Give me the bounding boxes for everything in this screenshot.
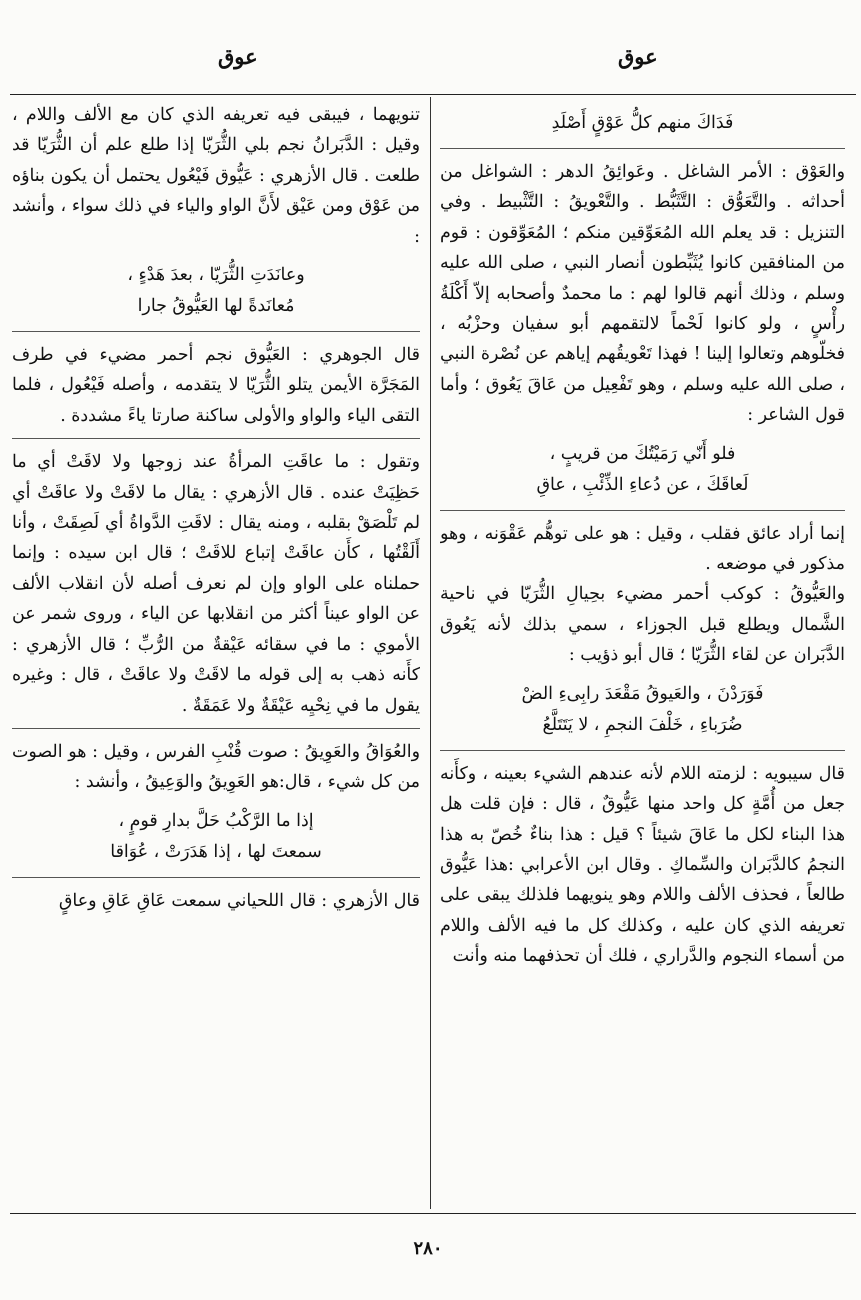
separator bbox=[440, 148, 845, 149]
verse-line: لَعاقَكَ ، عن دُعاءِ الذِّئْبِ ، عاقِ bbox=[536, 474, 749, 495]
separator bbox=[12, 438, 420, 439]
separator bbox=[12, 728, 420, 729]
paragraph: والعَوْق : الأمر الشاغل . وعَوائِقُ الدهر : الشواغل من أحداثه . والتَّعَوُّق : التَّثَبُّط . والتَّعْويقُ : التَّثْبيط . وفي التنزيل : قد يعلم الله المُعَوِّقين منكم ؛ المُعَوِّقون : قوم من المنافقين كانوا يُثَبِّطون أنصار النبي ، صلى الله عليه وسلم ، وذلك أنهم قالوا لهم : ما محمدٌ وأصحابه إلاّ أَكْلَةُ رأْسٍ ، ولو كانوا لَحْماً لالتقمهم أبو سفيان وحزْبُه ، فخلّوهم وتعالوا إلينا ! فهذا تَعْويقُهم إياهم عن نُصْرة النبي ، صلى الله عليه وسلم ، وهو تَفْعِيل من عَاقَ يَعُوق ؛ وأما قول الشاعر : bbox=[440, 162, 845, 426]
footer-rule bbox=[10, 1213, 856, 1214]
paragraph: قال الجوهري : العَيُّوق نجم أحمر مضيء في طرف المَجَرَّة الأيمن يتلو الثُّرَيّا لا يتقدمه ، وأصله فَيْعُول ، فلما التقى الياء والواو والأولى ساكنة صارتا ياءً مشددة . bbox=[12, 345, 420, 426]
verse-line: وعانَدَتِ الثُّرَيّا ، بعدَ هَدْءٍ ، bbox=[127, 265, 305, 286]
verse-line: فلو أَنّي رَمَيْتُكَ من قريبٍ ، bbox=[549, 443, 736, 464]
page-number: ٢٨٠ bbox=[413, 1238, 443, 1259]
verse bbox=[12, 260, 420, 322]
left-headword: عوق bbox=[218, 44, 258, 69]
verse-line: فَوَرَدْنَ ، والعَيوقُ مَقْعَدَ رابِىءِ الضْ bbox=[521, 683, 764, 704]
verse-line: مُعانَدةً لها العَيُّوقُ جارا bbox=[137, 296, 295, 317]
verse-line: سمعتَ لها ، إذا هَدَرَتْ ، عُوَاقا bbox=[110, 841, 322, 862]
right-headword: عوق bbox=[618, 44, 658, 69]
paragraph: والعُوَاقُ والعَوِيقُ : صوت قُنْبِ الفرس ، وقيل : هو الصوت من كل شيء ، قال:هو العَوِيقُ والوَعِيقُ ، وأنشد : bbox=[12, 741, 420, 793]
verse-line: إذا ما الرَّكْبُ حَلَّ بدارِ قومٍ ، bbox=[118, 810, 314, 831]
paragraph: قال سيبويه : لزمته اللام لأنه عندهم الشيء بعينه ، وكأَنه جعل من أُمَّةٍ كل واحد منها عَيُّوقٌ ، قال : فإن قلت هل هذا البناء لكل ما عَاقَ شيئاً ؟ قيل : هذا بناءٌ خُصّ به هذا النجمُ كالدَّبَران والسِّماكِ . وقال ابن الأعرابي :هذا عَيُّوق طالعاً ، فحذف الألف واللام وهو ينويهما فلذلك يبقى على تعريفه الذي كان عليه ، وكذلك كل ما فيه الألف واللام من أسماء النجوم والدَّراري ، فلك أن تحذفهما منه وأنت bbox=[440, 763, 845, 967]
verse bbox=[12, 806, 420, 868]
verse bbox=[440, 679, 845, 741]
separator bbox=[440, 510, 845, 511]
verse bbox=[440, 108, 845, 139]
right-column bbox=[440, 100, 845, 1208]
separator bbox=[440, 750, 845, 751]
verse-line: ضُرَباءِ ، خَلْفَ النجمِ ، لا يَتَتَلَّعُ bbox=[542, 714, 743, 735]
paragraph: وتقول : ما عاقَتِ المرأةُ عند زوجها ولا لاقَتْ أي ما حَظِيَتْ عنده . قال الأزهري : يقال ما لاقَتْ ولا عاقَتْ أي لم تَلْصَقْ بقلبه ، ومنه يقال : لاقَتِ الدَّواةُ أي لَصِقَتْ ، وأنا أَلَقْتُها ، كأَن عاقَتْ إتباع للاقَتْ ؛ قال ابن سيده : وإنما حملناه على الواو وإن لم نعرف أصله لأن انقلاب الألف عن الواو عيناً أكثر من انقلابها عن الياء ، وروى شمر عن الأموي : ما في سقائه عَيْقةٌ من الرُّبِّ ؛ قال الأزهري : كأَنه ذهب به إلى قوله ما لاقَتْ ولا عاقَتْ ، قال : وغيره يقول ما في نِحْيِه عَيْقَةٌ ولا عَمَقَةٌ . bbox=[12, 452, 420, 716]
verse bbox=[440, 439, 845, 501]
separator bbox=[12, 877, 420, 878]
verse-line: فَدَاكَ منهم كلُّ عَوْقٍ أَصْلَدِ bbox=[551, 113, 734, 133]
left-column bbox=[12, 100, 420, 1208]
paragraph: تنويهما ، فيبقى فيه تعريفه الذي كان مع الألف واللام ، وقيل : الدَّبَرانُ نجم بلي الثُّرَيّا إذا طلع علم أن الثُّرَيّا قد طلعت . قال الأزهري : عَيُّوق فَيْعُول يحتمل أن يكون بناؤه من عَوْق ومن عَيْق لأَنَّ الواو والياء في ذلك سواء ، وأنشد : bbox=[12, 105, 420, 247]
paragraph: والعَيُّوقُ : كوكب أحمر مضيء بحِيالِ الثُّرَيّا في ناحية الشَّمال ويطلع قبل الجوزاء ، سمي بذلك لأنه يَعُوق الدَّبَران عن لقاء الثُّرَيّا ؛ قال أبو ذؤيب : bbox=[440, 584, 845, 666]
separator bbox=[12, 331, 420, 332]
paragraph: قال الأزهري : قال اللحياني سمعت عَاقِ عَاقِ وعاقٍ bbox=[58, 890, 420, 911]
column-divider bbox=[430, 97, 431, 1209]
paragraph: إنما أراد عائق فقلب ، وقيل : هو على توهُّم عَقْوَنه ، وهو مذكور في موضعه . bbox=[440, 523, 845, 575]
header-rule bbox=[10, 94, 856, 95]
